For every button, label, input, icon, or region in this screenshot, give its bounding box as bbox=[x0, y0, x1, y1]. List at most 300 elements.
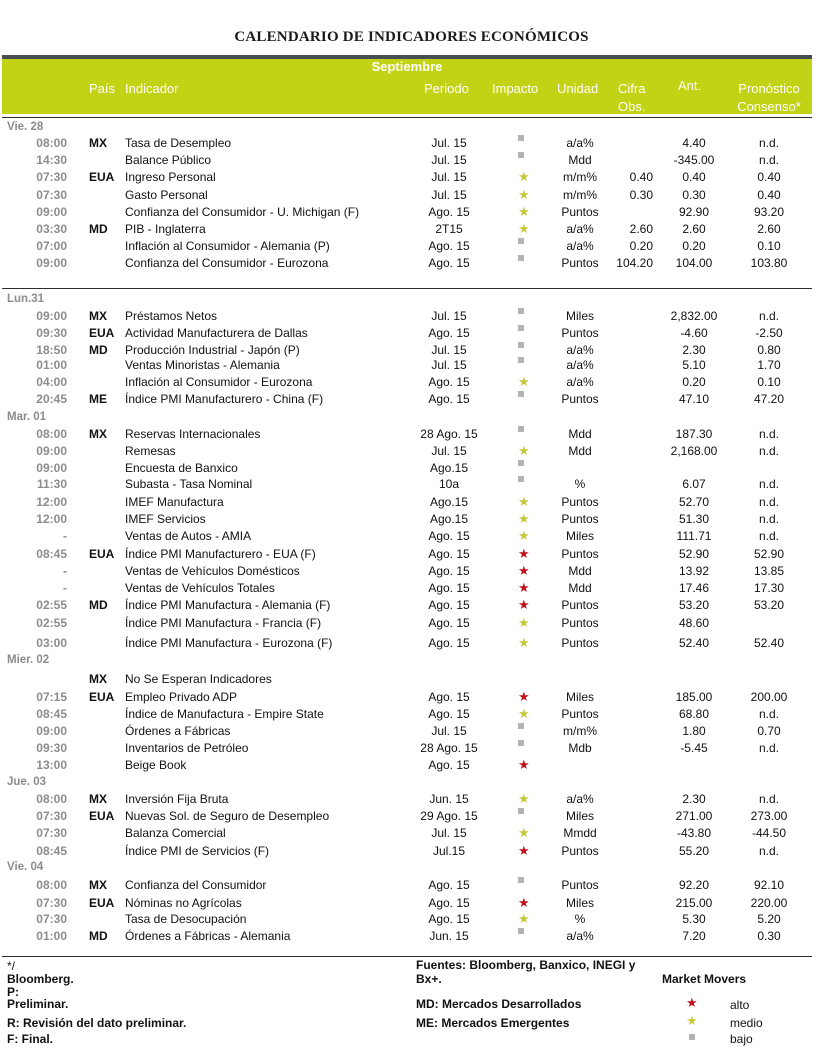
rule-section bbox=[2, 288, 812, 289]
row-period: Ago. 15 bbox=[428, 707, 470, 721]
row-indicator: No Se Esperan Indicadores bbox=[125, 672, 272, 686]
row-indicator: Índice PMI Manufactura - Francia (F) bbox=[125, 616, 322, 630]
legend-star-alto-icon: ★ bbox=[686, 995, 698, 1010]
row-country: EUA bbox=[89, 896, 115, 910]
row-time: 03:00 bbox=[36, 636, 67, 650]
footer-note-revision: R: Revisión del dato preliminar. bbox=[7, 1016, 187, 1030]
row-period: Ago. 15 bbox=[428, 896, 470, 910]
row-period: Ago. 15 bbox=[428, 912, 470, 926]
row-country: MX bbox=[89, 878, 107, 892]
row-period: Jul. 15 bbox=[431, 309, 467, 323]
row-unit: Mdd bbox=[568, 581, 592, 595]
row-unit: % bbox=[574, 912, 586, 926]
row-previous: 2.60 bbox=[682, 222, 706, 236]
row-previous: 6.07 bbox=[682, 477, 706, 491]
row-unit: a/a% bbox=[566, 136, 594, 150]
col-header-unidad: Unidad bbox=[557, 81, 599, 96]
row-indicator: Producción Industrial - Japón (P) bbox=[125, 343, 300, 357]
table-row bbox=[0, 238, 823, 255]
row-actual: 0.20 bbox=[629, 239, 653, 253]
row-period: Ago. 15 bbox=[428, 205, 470, 219]
row-period: Ago.15 bbox=[429, 512, 469, 526]
row-forecast: 200.00 bbox=[750, 690, 788, 704]
row-previous: 92.90 bbox=[678, 205, 710, 219]
row-period: Jul. 15 bbox=[431, 444, 467, 458]
day-label: Jue. 03 bbox=[7, 776, 46, 788]
row-unit: Mdd bbox=[568, 564, 592, 578]
row-forecast: n.d. bbox=[758, 477, 779, 491]
row-previous: 215.00 bbox=[675, 896, 713, 910]
row-time: 08:45 bbox=[36, 844, 67, 858]
row-previous: -345.00 bbox=[673, 153, 715, 167]
row-indicator: Tasa de Desempleo bbox=[125, 136, 232, 150]
table-row: 08:45 Índice PMI de Servicios (F) Jul.15 Puntos 55.20 n.d. ★ bbox=[0, 843, 823, 860]
row-period: Jul. 15 bbox=[431, 358, 467, 372]
row-country: EUA bbox=[89, 170, 115, 184]
row-time: 07:30 bbox=[36, 896, 67, 910]
row-time: - bbox=[63, 581, 67, 595]
row-unit: Miles bbox=[565, 309, 594, 323]
row-indicator: Reservas Internacionales bbox=[125, 427, 261, 441]
row-period: Ago. 15 bbox=[428, 878, 470, 892]
footer-me: ME: Mercados Emergentes bbox=[416, 1016, 570, 1030]
table-row bbox=[0, 808, 823, 825]
row-period: Ago. 15 bbox=[428, 547, 470, 561]
table-row: 07:30 Balanza Comercial Jul. 15 Mmdd -43.80 -44.50 ★ bbox=[0, 825, 823, 842]
row-unit: Puntos bbox=[561, 205, 599, 219]
page-title: CALENDARIO DE INDICADORES ECONÓMICOS bbox=[234, 29, 589, 45]
row-previous: 104.00 bbox=[675, 256, 713, 270]
row-country: MX bbox=[89, 427, 107, 441]
row-period: 28 Ago. 15 bbox=[420, 427, 478, 441]
row-forecast: 17.30 bbox=[753, 581, 785, 595]
table-row: 08:45 EUA Índice PMI Manufacturero - EUA (F) Ago. 15 Puntos 52.90 52.90 ★ bbox=[0, 546, 823, 563]
footer-note-bloomberg: Bloomberg. bbox=[7, 972, 74, 986]
table-row: 09:00 Confianza del Consumidor - U. Michigan (F) Ago. 15 Puntos 92.90 93.20 ★ bbox=[0, 204, 823, 221]
row-indicator: Ventas de Autos - AMIA bbox=[125, 529, 252, 543]
month-label: Septiembre bbox=[371, 59, 443, 74]
row-previous: 187.30 bbox=[675, 427, 713, 441]
row-previous: 52.90 bbox=[678, 547, 710, 561]
row-previous: 0.30 bbox=[682, 188, 706, 202]
row-unit: m/m% bbox=[563, 170, 597, 184]
row-period: Jul. 15 bbox=[431, 343, 467, 357]
row-unit: Puntos bbox=[561, 707, 599, 721]
row-period: Ago.15 bbox=[429, 495, 469, 509]
row-forecast: n.d. bbox=[758, 427, 779, 441]
row-forecast: n.d. bbox=[758, 741, 779, 755]
row-period: Jul. 15 bbox=[431, 170, 467, 184]
row-period: Jun. 15 bbox=[429, 929, 469, 943]
row-forecast: n.d. bbox=[758, 309, 779, 323]
day-label: Lun.31 bbox=[7, 293, 45, 305]
row-time: 01:00 bbox=[36, 929, 67, 943]
col-header-cifra-obs: Obs. bbox=[618, 99, 646, 114]
row-time: 18:50 bbox=[36, 343, 67, 357]
row-period: Ago. 15 bbox=[428, 581, 470, 595]
row-period: Ago. 15 bbox=[428, 616, 470, 630]
row-time: - bbox=[63, 529, 67, 543]
row-indicator: Ingreso Personal bbox=[125, 170, 216, 184]
table-row: 12:00 IMEF Servicios Ago.15 Puntos 51.30 n.d. ★ bbox=[0, 511, 823, 528]
row-time: 20:45 bbox=[36, 392, 67, 406]
row-previous: 13.92 bbox=[678, 564, 710, 578]
legend-title: Market Movers bbox=[662, 972, 747, 986]
row-forecast: n.d. bbox=[758, 444, 779, 458]
table-row: 03:00 Índice PMI Manufactura - Eurozona (F) Ago. 15 Puntos 52.40 52.40 ★ bbox=[0, 635, 823, 652]
row-unit: Puntos bbox=[561, 844, 599, 858]
row-indicator: Remesas bbox=[125, 444, 176, 458]
row-unit: Mdd bbox=[568, 444, 592, 458]
row-forecast: 0.70 bbox=[757, 724, 781, 738]
row-period: Ago. 15 bbox=[428, 375, 470, 389]
row-unit: Puntos bbox=[561, 598, 599, 612]
row-indicator: Ventas de Vehículos Domésticos bbox=[125, 564, 300, 578]
row-previous: 5.30 bbox=[682, 912, 706, 926]
row-previous: -5.45 bbox=[680, 741, 708, 755]
row-period: Jul. 15 bbox=[431, 826, 467, 840]
legend-bajo-label: bajo bbox=[730, 1032, 753, 1046]
row-unit: Miles bbox=[565, 809, 594, 823]
row-forecast: n.d. bbox=[758, 844, 779, 858]
row-unit: m/m% bbox=[563, 188, 597, 202]
row-country: MD bbox=[89, 929, 108, 943]
row-indicator: Inversión Fija Bruta bbox=[125, 792, 229, 806]
day-label: Mier. 02 bbox=[7, 654, 50, 666]
row-forecast: n.d. bbox=[758, 153, 779, 167]
footer-note-preliminar: Preliminar. bbox=[7, 997, 69, 1011]
table-row bbox=[0, 460, 823, 477]
row-indicator: Balanza Comercial bbox=[125, 826, 226, 840]
row-forecast: 220.00 bbox=[750, 896, 788, 910]
row-country: EUA bbox=[89, 690, 115, 704]
table-row bbox=[0, 877, 823, 894]
row-previous: 4.40 bbox=[682, 136, 706, 150]
table-row: 07:30 EUA Nóminas no Agrícolas Ago. 15 Miles 215.00 220.00 ★ bbox=[0, 895, 823, 912]
row-actual: 104.20 bbox=[616, 256, 653, 270]
row-previous: 68.80 bbox=[678, 707, 710, 721]
row-time: 08:45 bbox=[36, 547, 67, 561]
row-indicator: Beige Book bbox=[125, 758, 187, 772]
table-row bbox=[0, 928, 823, 945]
row-time: 14:30 bbox=[36, 153, 67, 167]
row-time: 09:30 bbox=[36, 741, 67, 755]
row-actual: 0.40 bbox=[629, 170, 653, 184]
col-header-periodo: Periodo bbox=[424, 81, 469, 96]
row-forecast: 93.20 bbox=[753, 205, 785, 219]
row-period: Jul. 15 bbox=[431, 136, 467, 150]
table-row bbox=[0, 671, 823, 688]
legend-alto-label: alto bbox=[730, 998, 750, 1012]
row-period: Jul. 15 bbox=[431, 188, 467, 202]
row-forecast: 0.10 bbox=[757, 239, 781, 253]
row-unit: Puntos bbox=[561, 392, 599, 406]
row-forecast: n.d. bbox=[758, 529, 779, 543]
row-period: Jul.15 bbox=[432, 844, 466, 858]
footer-md: MD: Mercados Desarrollados bbox=[416, 997, 582, 1011]
row-unit: a/a% bbox=[566, 239, 594, 253]
row-unit: Mdd bbox=[568, 153, 592, 167]
row-forecast: 2.60 bbox=[757, 222, 781, 236]
row-country: EUA bbox=[89, 547, 115, 561]
row-indicator: Ventas Minoristas - Alemania bbox=[125, 358, 280, 372]
row-country: MX bbox=[89, 672, 107, 686]
row-time: 02:55 bbox=[36, 616, 67, 630]
row-period: Ago. 15 bbox=[428, 392, 470, 406]
row-unit: Miles bbox=[565, 529, 594, 543]
row-indicator: Confianza del Consumidor - Eurozona bbox=[125, 256, 329, 270]
row-unit: Puntos bbox=[561, 616, 599, 630]
table-row bbox=[0, 325, 823, 342]
row-indicator: IMEF Manufactura bbox=[125, 495, 224, 509]
col-header-ant: Ant. bbox=[678, 78, 702, 93]
row-indicator: Balance Público bbox=[125, 153, 212, 167]
row-indicator: Empleo Privado ADP bbox=[125, 690, 238, 704]
table-row bbox=[0, 135, 823, 152]
row-time: 07:30 bbox=[36, 170, 67, 184]
row-period: Jun. 15 bbox=[429, 792, 469, 806]
row-previous: 53.20 bbox=[678, 598, 710, 612]
row-indicator: Préstamos Netos bbox=[125, 309, 218, 323]
row-forecast: 103.80 bbox=[750, 256, 788, 270]
table-row: 07:30 EUA Ingreso Personal Jul. 15 m/m% 0.40 0.40 0.40 ★ bbox=[0, 169, 823, 186]
row-country: EUA bbox=[89, 326, 115, 340]
row-previous: 52.40 bbox=[678, 636, 710, 650]
row-forecast: 0.30 bbox=[757, 929, 781, 943]
row-indicator: Órdenes a Fábricas bbox=[125, 724, 231, 738]
table-row bbox=[0, 426, 823, 443]
table-row: - Ventas de Vehículos Domésticos Ago. 15 Mdd 13.92 13.85 ★ bbox=[0, 563, 823, 580]
row-previous: 55.20 bbox=[678, 844, 710, 858]
row-previous: 47.10 bbox=[678, 392, 710, 406]
row-time: 09:00 bbox=[36, 256, 67, 270]
row-time: 07:15 bbox=[36, 690, 67, 704]
table-row bbox=[0, 476, 823, 493]
table-row bbox=[0, 357, 823, 374]
row-indicator: Índice PMI de Servicios (F) bbox=[125, 844, 270, 858]
table-row: - Ventas de Vehículos Totales Ago. 15 Mdd 17.46 17.30 ★ bbox=[0, 580, 823, 597]
table-row bbox=[0, 391, 823, 408]
row-indicator: Confianza del Consumidor bbox=[125, 878, 267, 892]
row-forecast: n.d. bbox=[758, 495, 779, 509]
row-unit: Puntos bbox=[561, 495, 599, 509]
legend-star-medio-icon: ★ bbox=[686, 1013, 698, 1028]
row-time: 09:00 bbox=[36, 205, 67, 219]
row-country: ME bbox=[89, 392, 107, 406]
row-indicator: Gasto Personal bbox=[125, 188, 208, 202]
day-label: Vie. 04 bbox=[7, 861, 44, 873]
row-forecast: 5.20 bbox=[757, 912, 781, 926]
row-previous: 111.71 bbox=[676, 529, 712, 543]
row-unit: Miles bbox=[565, 690, 594, 704]
row-time: - bbox=[63, 564, 67, 578]
table-row: 08:45 Índice de Manufactura - Empire State Ago. 15 Puntos 68.80 n.d. ★ bbox=[0, 706, 823, 723]
row-indicator: Inventarios de Petróleo bbox=[125, 741, 249, 755]
row-forecast: 0.10 bbox=[757, 375, 781, 389]
row-period: 29 Ago. 15 bbox=[420, 809, 478, 823]
row-previous: 271.00 bbox=[675, 809, 713, 823]
table-row: 07:15 EUA Empleo Privado ADP Ago. 15 Miles 185.00 200.00 ★ bbox=[0, 689, 823, 706]
row-forecast: 273.00 bbox=[750, 809, 788, 823]
row-time: 09:00 bbox=[36, 724, 67, 738]
row-time: 02:55 bbox=[36, 598, 67, 612]
row-unit: Puntos bbox=[561, 512, 599, 526]
col-header-impacto: Impacto bbox=[492, 81, 539, 96]
row-indicator: Actividad Manufacturera de Dallas bbox=[125, 326, 308, 340]
row-time: 07:30 bbox=[36, 826, 67, 840]
footer-note-final: F: Final. bbox=[7, 1032, 53, 1046]
table-row bbox=[0, 152, 823, 169]
col-header-indicador: Indicador bbox=[125, 81, 179, 96]
row-period: Ago. 15 bbox=[428, 326, 470, 340]
table-row bbox=[0, 723, 823, 740]
footer-sources: Fuentes: Bloomberg, Banxico, INEGI y bbox=[416, 958, 636, 972]
row-time: 09:00 bbox=[36, 444, 67, 458]
row-time: 09:30 bbox=[36, 326, 67, 340]
footer-note-asterisk: */ bbox=[7, 959, 16, 973]
day-label: Vie. 28 bbox=[7, 121, 44, 133]
row-previous: -43.80 bbox=[676, 826, 712, 840]
row-time: 07:30 bbox=[36, 809, 67, 823]
row-time: 07:30 bbox=[36, 912, 67, 926]
row-country: MX bbox=[89, 309, 107, 323]
row-indicator: Índice de Manufactura - Empire State bbox=[125, 707, 324, 721]
row-unit: Mdb bbox=[568, 741, 592, 755]
row-period: 28 Ago. 15 bbox=[420, 741, 478, 755]
row-indicator: Índice PMI Manufacturero - EUA (F) bbox=[125, 547, 316, 561]
row-country: MX bbox=[89, 792, 107, 806]
row-period: 2T15 bbox=[435, 222, 463, 236]
table-row: 09:00 Remesas Jul. 15 Mdd 2,168.00 n.d. ★ bbox=[0, 443, 823, 460]
row-time: 04:00 bbox=[36, 375, 67, 389]
row-country: EUA bbox=[89, 809, 115, 823]
row-period: Jul. 15 bbox=[431, 153, 467, 167]
legend-medio-label: medio bbox=[730, 1016, 763, 1030]
row-period: 10a bbox=[438, 477, 460, 491]
row-unit: Mmdd bbox=[563, 826, 597, 840]
row-forecast: n.d. bbox=[758, 136, 779, 150]
row-indicator: Encuesta de Banxico bbox=[125, 461, 238, 475]
row-time: 13:00 bbox=[36, 758, 67, 772]
table-row: 07:30 Gasto Personal Jul. 15 m/m% 0.30 0.30 0.40 ★ bbox=[0, 187, 823, 204]
row-time: 12:00 bbox=[36, 495, 67, 509]
row-indicator: Índice PMI Manufacturero - China (F) bbox=[125, 392, 324, 406]
row-unit: a/a% bbox=[566, 343, 594, 357]
table-row: 08:00 MX Inversión Fija Bruta Jun. 15 a/a% 2.30 n.d. ★ bbox=[0, 791, 823, 808]
row-country: MX bbox=[89, 136, 107, 150]
row-country: MD bbox=[89, 343, 108, 357]
table-row bbox=[0, 255, 823, 272]
table-row: - Ventas de Autos - AMIA Ago. 15 Miles 111.71 n.d. ★ bbox=[0, 528, 823, 545]
row-previous: 2,832.00 bbox=[670, 309, 718, 323]
row-forecast: n.d. bbox=[758, 512, 779, 526]
row-time: 11:30 bbox=[36, 477, 67, 491]
rule-footer bbox=[2, 956, 812, 957]
row-period: Ago.15 bbox=[429, 461, 469, 475]
row-indicator: Inflación al Consumidor - Alemania (P) bbox=[125, 239, 330, 253]
col-header-pais: País bbox=[89, 81, 116, 96]
col-header-pronostico: Pronóstico bbox=[738, 81, 800, 96]
row-actual: 0.30 bbox=[629, 188, 653, 202]
row-unit: % bbox=[574, 477, 586, 491]
row-time: 08:00 bbox=[36, 136, 67, 150]
row-indicator: Nuevas Sol. de Seguro de Desempleo bbox=[125, 809, 330, 823]
row-time: 12:00 bbox=[36, 512, 67, 526]
row-previous: 92.20 bbox=[678, 878, 710, 892]
table-row bbox=[0, 740, 823, 757]
row-unit: Puntos bbox=[561, 878, 599, 892]
row-time: 01:00 bbox=[36, 358, 67, 372]
row-forecast: 53.20 bbox=[753, 598, 785, 612]
row-time: 08:00 bbox=[36, 792, 67, 806]
row-period: Jul. 15 bbox=[431, 724, 467, 738]
row-time: 07:30 bbox=[36, 188, 67, 202]
row-country: MD bbox=[89, 222, 108, 236]
row-forecast: 92.10 bbox=[753, 878, 785, 892]
row-indicator: Subasta - Tasa Nominal bbox=[125, 477, 253, 491]
row-period: Ago. 15 bbox=[428, 598, 470, 612]
row-time: 08:00 bbox=[36, 427, 67, 441]
row-previous: 0.20 bbox=[682, 375, 706, 389]
row-unit: a/a% bbox=[566, 375, 594, 389]
row-period: Ago. 15 bbox=[428, 529, 470, 543]
row-indicator: Confianza del Consumidor - U. Michigan (F) bbox=[125, 205, 360, 219]
row-forecast: 0.40 bbox=[757, 188, 781, 202]
row-period: Ago. 15 bbox=[428, 690, 470, 704]
table-row: 04:00 Inflación al Consumidor - Eurozona Ago. 15 a/a% 0.20 0.10 ★ bbox=[0, 374, 823, 391]
row-indicator: Índice PMI Manufactura - Alemania (F) bbox=[125, 598, 331, 612]
row-previous: 185.00 bbox=[675, 690, 713, 704]
table-row: 12:00 IMEF Manufactura Ago.15 Puntos 52.70 n.d. ★ bbox=[0, 494, 823, 511]
row-time: 03:30 bbox=[36, 222, 67, 236]
footer-note-p: P: bbox=[7, 985, 19, 999]
row-time: 08:00 bbox=[36, 878, 67, 892]
row-forecast: 47.20 bbox=[753, 392, 785, 406]
row-actual: 2.60 bbox=[629, 222, 653, 236]
day-label: Mar. 01 bbox=[7, 411, 46, 423]
row-indicator: Índice PMI Manufactura - Eurozona (F) bbox=[125, 636, 333, 650]
row-forecast: 13.85 bbox=[753, 564, 785, 578]
table-row: 07:30 Tasa de Desocupación Ago. 15 % 5.30 5.20 ★ bbox=[0, 911, 823, 928]
row-unit: Puntos bbox=[561, 326, 599, 340]
row-indicator: PIB - Inglaterra bbox=[125, 222, 206, 236]
row-previous: 17.46 bbox=[678, 581, 710, 595]
footer-sources-bx: Bx+. bbox=[416, 972, 442, 986]
row-unit: Mdd bbox=[568, 427, 592, 441]
row-time: 09:00 bbox=[36, 461, 67, 475]
row-country: MD bbox=[89, 598, 108, 612]
row-unit: a/a% bbox=[566, 792, 594, 806]
row-previous: -4.60 bbox=[680, 326, 708, 340]
row-forecast: n.d. bbox=[758, 707, 779, 721]
row-forecast: 52.90 bbox=[753, 547, 785, 561]
row-forecast: n.d. bbox=[758, 792, 779, 806]
row-period: Ago. 15 bbox=[428, 636, 470, 650]
table-row bbox=[0, 308, 823, 325]
row-previous: 51.30 bbox=[678, 512, 710, 526]
row-unit: a/a% bbox=[566, 929, 594, 943]
row-unit: a/a% bbox=[566, 358, 594, 372]
row-previous: 2.30 bbox=[682, 343, 706, 357]
row-unit: Puntos bbox=[561, 547, 599, 561]
row-unit: Miles bbox=[565, 896, 594, 910]
row-unit: a/a% bbox=[566, 222, 594, 236]
row-forecast: 0.40 bbox=[757, 170, 781, 184]
row-previous: 48.60 bbox=[678, 616, 710, 630]
row-previous: 1.80 bbox=[682, 724, 706, 738]
row-indicator: Órdenes a Fábricas - Alemania bbox=[125, 929, 291, 943]
rule-top bbox=[2, 117, 812, 118]
